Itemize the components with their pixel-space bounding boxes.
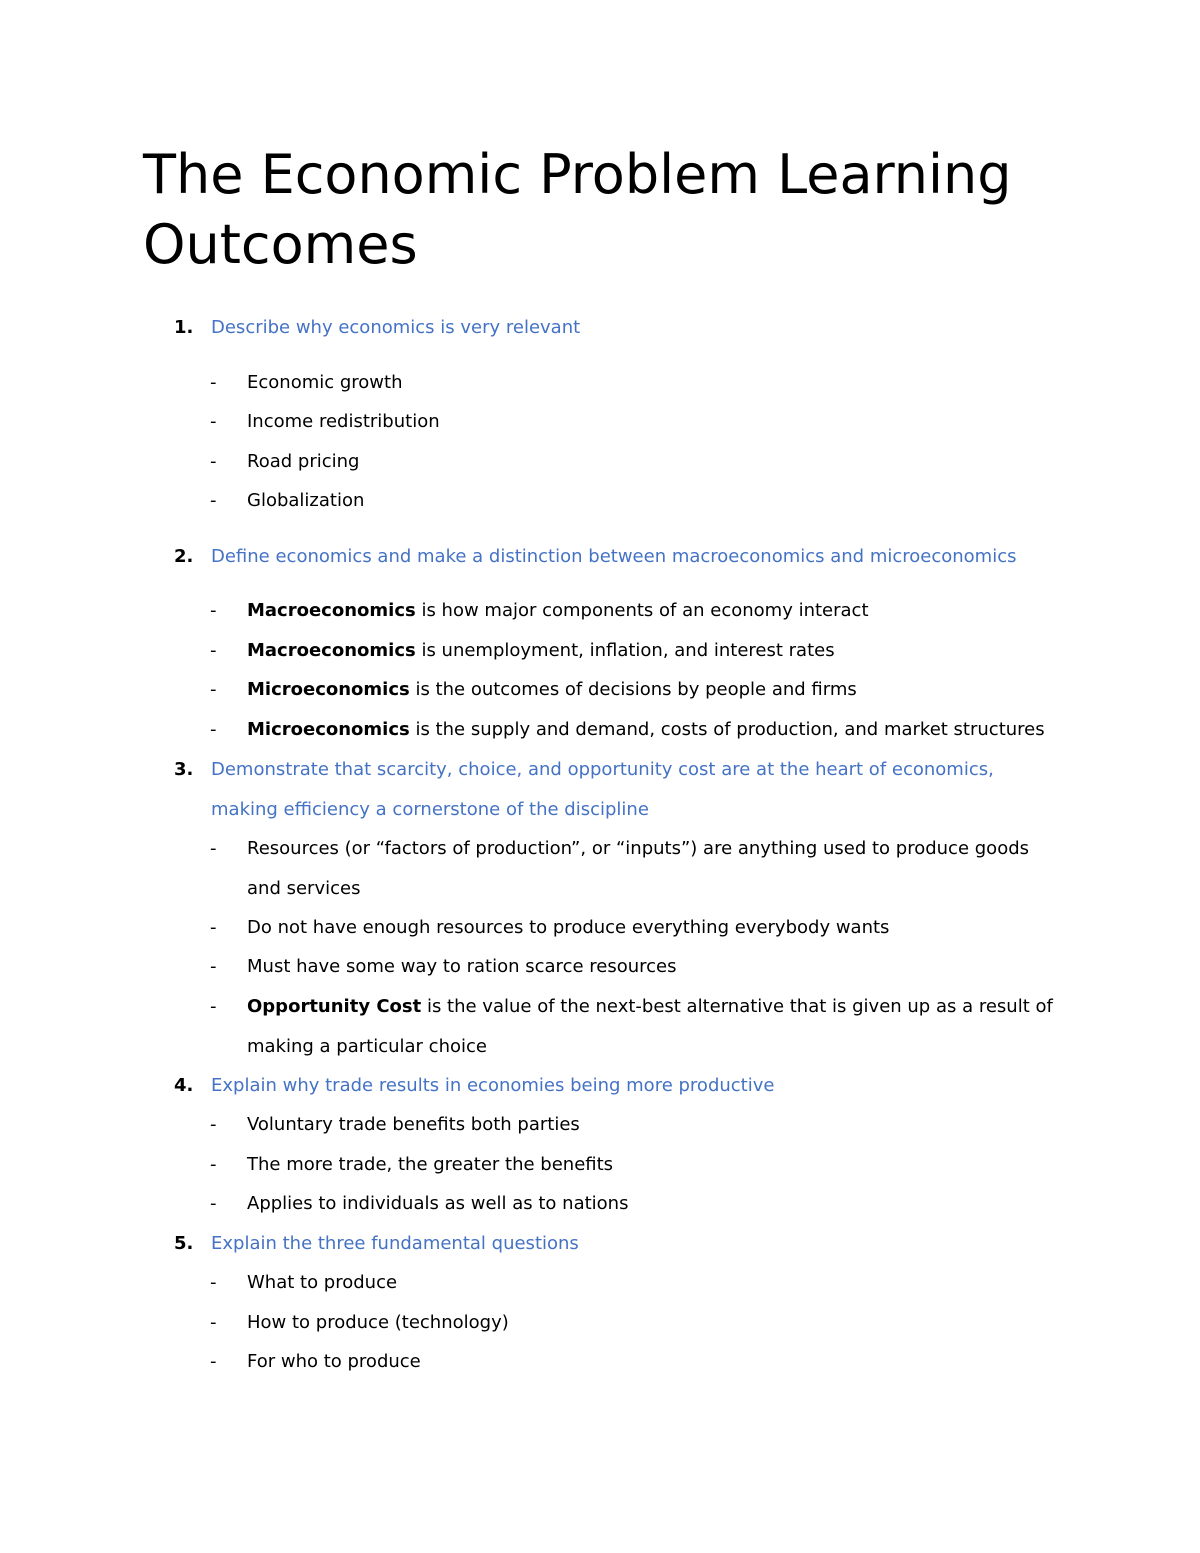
list-item: [210, 1303, 1060, 1343]
list-item: [210, 1263, 1060, 1303]
list-item-text: Do not have enough resources to produce everything everybody wants: [247, 917, 890, 938]
section-number: 5.: [174, 1233, 194, 1254]
list-item-text: For who to produce: [247, 1351, 421, 1372]
dash-bullet: -: [210, 1193, 217, 1214]
dash-bullet: -: [210, 372, 217, 393]
dash-bullet: -: [210, 996, 217, 1017]
list-item-text: Resources (or “factors of production”, or “inputs”) are anything used to produce goods and services: [247, 838, 1030, 899]
list-item: - Macroeconomics is how major components of an economy interact: [210, 591, 1060, 631]
section-heading: [174, 537, 1054, 577]
dash-bullet: -: [210, 838, 217, 859]
section-heading: [174, 308, 1054, 348]
dash-bullet: -: [210, 1272, 217, 1293]
section-heading-text: Define economics and make a distinction between macroeconomics and microeconomics: [211, 546, 1017, 567]
section-heading-text: Explain the three fundamental questions: [211, 1233, 579, 1254]
dash-bullet: -: [210, 1154, 217, 1175]
dash-bullet: -: [210, 451, 217, 472]
dash-bullet: -: [210, 490, 217, 511]
section-heading: [174, 1066, 1054, 1106]
list-item-text: Globalization: [247, 490, 365, 511]
section-heading-text: Demonstrate that scarcity, choice, and opportunity cost are at the heart of economics, making efficiency a cornerstone of the discipline: [211, 759, 994, 820]
dash-bullet: -: [210, 917, 217, 938]
list-item-text: Voluntary trade benefits both parties: [247, 1114, 580, 1135]
list-item-text: Income redistribution: [247, 411, 440, 432]
section-heading: [174, 1224, 1054, 1264]
page-title: The Economic Problem Learning Outcomes: [143, 143, 1012, 276]
list-item: - Macroeconomics is unemployment, inflation, and interest rates: [210, 631, 1060, 671]
list-item: [210, 1105, 1060, 1145]
list-item: [210, 1184, 1060, 1224]
list-item-text: Economic growth: [247, 372, 403, 393]
list-item-text: Applies to individuals as well as to nations: [247, 1193, 629, 1214]
list-item: [210, 1342, 1060, 1382]
list-item-text: How to produce (technology): [247, 1312, 509, 1333]
list-item: [210, 908, 1060, 948]
list-item: [210, 363, 1060, 403]
list-item-text: Must have some way to ration scarce resources: [247, 956, 677, 977]
list-item: [210, 442, 1060, 482]
list-item-text: The more trade, the greater the benefits: [247, 1154, 614, 1175]
section-number: 1.: [174, 317, 194, 338]
list-item-text: What to produce: [247, 1272, 398, 1293]
dash-bullet: -: [210, 956, 217, 977]
dash-bullet: -: [210, 719, 217, 740]
section-heading-text: Describe why economics is very relevant: [211, 317, 581, 338]
section-number: 3.: [174, 759, 194, 780]
section-number: 2.: [174, 546, 194, 567]
dash-bullet: -: [210, 1114, 217, 1135]
list-item: [210, 947, 1060, 987]
list-item: - Opportunity Cost is the value of the next-best alternative that is given up as a result of making a particular choice: [210, 987, 1060, 1066]
section-heading-text: Explain why trade results in economies being more productive: [211, 1075, 775, 1096]
section-heading: [174, 750, 1054, 829]
dash-bullet: -: [210, 1312, 217, 1333]
list-item-text: Road pricing: [247, 451, 360, 472]
list-item: - Microeconomics is the supply and demand, costs of production, and market structures: [210, 710, 1060, 750]
list-item-text: is how major components of an economy interact: [415, 600, 869, 621]
list-item-text: is the value of the next-best alternative that is given up as a result of making a particular choice: [247, 996, 1053, 1057]
dash-bullet: -: [210, 679, 217, 700]
dash-bullet: -: [210, 411, 217, 432]
list-item: - Microeconomics is the outcomes of decisions by people and firms: [210, 670, 1060, 710]
list-item-text: is unemployment, inflation, and interest rates: [415, 640, 835, 661]
list-item-text: is the outcomes of decisions by people and firms: [409, 679, 857, 700]
list-item: [210, 402, 1060, 442]
list-item-text: is the supply and demand, costs of production, and market structures: [409, 719, 1045, 740]
list-item: [210, 481, 1060, 521]
dash-bullet: -: [210, 600, 217, 621]
list-item: [210, 829, 1060, 908]
dash-bullet: -: [210, 640, 217, 661]
section-number: 4.: [174, 1075, 194, 1096]
dash-bullet: -: [210, 1351, 217, 1372]
list-item: [210, 1145, 1060, 1185]
